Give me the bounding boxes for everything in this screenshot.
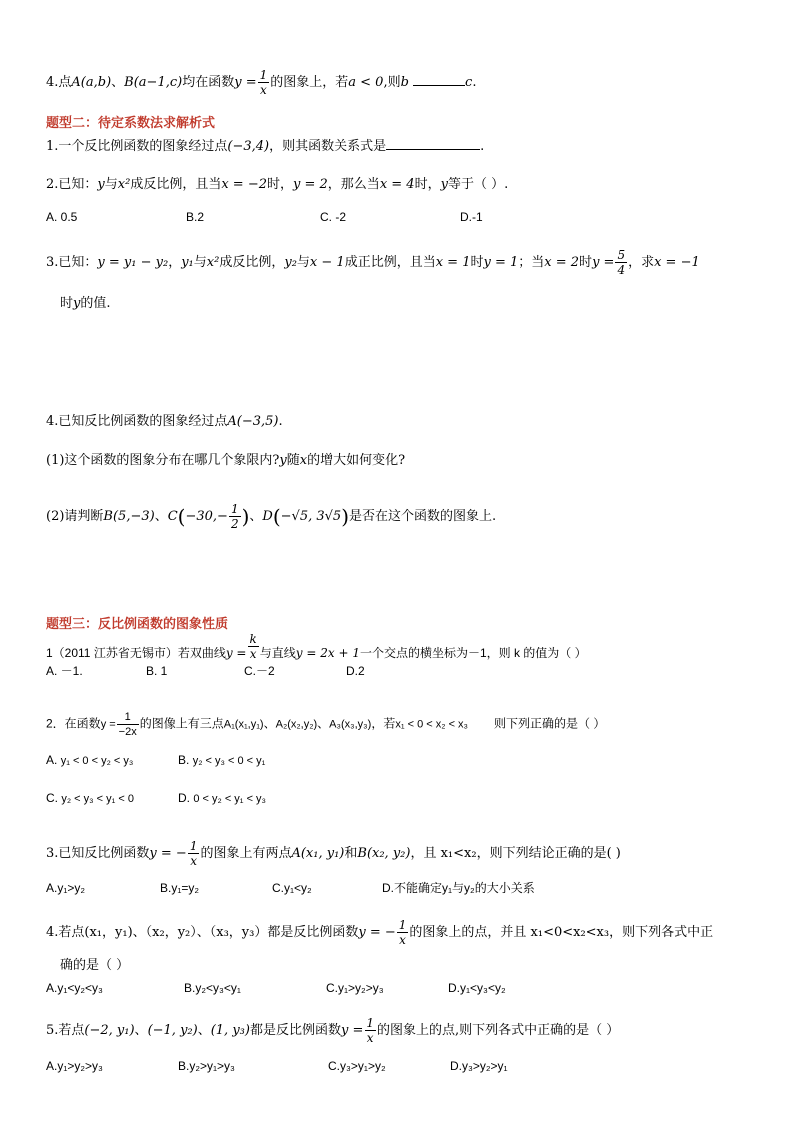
fraction-1-over-2 bbox=[229, 502, 241, 531]
point-a: A(−3,5) bbox=[227, 414, 279, 429]
s2q2-e: ，那么当 bbox=[327, 177, 380, 192]
s3q5-c: 的图象上的点,则下列各式中正确的是（ ） bbox=[377, 1023, 620, 1038]
point-c-coords: −30,− bbox=[185, 509, 228, 524]
frac-num: 1 bbox=[366, 1016, 374, 1030]
frac-den: 2 bbox=[230, 517, 239, 531]
s3q1-a: 1（2011 江苏省无锡市）若双曲线 bbox=[46, 646, 226, 660]
s3q2-option-c[interactable] bbox=[46, 790, 134, 807]
s2q2-option-c[interactable]: C. -2 bbox=[320, 210, 347, 224]
s3q1-option-d[interactable]: D.2 bbox=[346, 664, 365, 678]
q4-prev-line bbox=[46, 68, 476, 97]
q4-prev-tail2: ,则 bbox=[383, 75, 401, 90]
s3q4-option-a[interactable]: A.y₁<y₂<y₃ bbox=[46, 981, 103, 995]
point-3: (1, y₃) bbox=[210, 1023, 250, 1038]
section3-title: 题型三：反比例函数的图象性质 bbox=[46, 616, 229, 631]
period: . bbox=[480, 139, 485, 154]
eq-y: y = − bbox=[149, 846, 187, 861]
frac-den: x bbox=[260, 83, 267, 97]
fraction-1-over-x bbox=[397, 918, 409, 947]
cond-x: x = −2 bbox=[221, 177, 267, 192]
frac-den: x bbox=[190, 854, 198, 868]
point-2: (−1, y₂) bbox=[147, 1023, 198, 1038]
point-a: A(a,b) bbox=[71, 75, 112, 90]
condition: x₁ < 0 < x₂ < x₃ bbox=[395, 718, 469, 731]
frac-den: x bbox=[366, 1031, 374, 1045]
opt-text: y₂ < y₃ < 0 < y₁ bbox=[192, 755, 266, 767]
s2q1-tail: ，则其函数关系式是 bbox=[269, 139, 387, 154]
s2q3-d: 成反比例， bbox=[219, 255, 285, 270]
cond-y: y = 2 bbox=[293, 177, 328, 192]
s2q3-h: ；当 bbox=[518, 255, 545, 270]
var-y: y bbox=[73, 296, 81, 311]
separator: 、 bbox=[134, 1023, 148, 1038]
s2q2-g: 等于（ ）. bbox=[447, 177, 509, 192]
x-minus-1: x − 1 bbox=[309, 255, 345, 270]
var-c: c bbox=[465, 75, 473, 90]
s2q3-f: 成正比例，且当 bbox=[344, 255, 436, 270]
frac-num: 5 bbox=[617, 248, 626, 262]
s3q1-c: 一个交点的横坐标为－1，则 k 的值为（ ） bbox=[359, 646, 587, 660]
eq-y: y = bbox=[225, 646, 247, 660]
cond-3: x = 2 bbox=[544, 255, 580, 270]
fraction-1-over-x bbox=[364, 1016, 376, 1045]
frac-den: x bbox=[399, 933, 406, 947]
s3q1-b: 与直线 bbox=[259, 646, 296, 660]
s3q1-option-b[interactable]: B. 1 bbox=[146, 664, 168, 678]
s2-question-2 bbox=[46, 177, 508, 193]
s3q3-d: ，且 x₁<x₂，则下列结论正确的是( ) bbox=[410, 846, 621, 861]
s2q2-c: 成反比例，且当 bbox=[130, 177, 222, 192]
frac-num: 1 bbox=[259, 68, 268, 82]
answer-blank[interactable] bbox=[386, 149, 480, 150]
s3q5-option-a[interactable]: A.y₁>y₂>y₃ bbox=[46, 1059, 103, 1073]
eq-y: y = bbox=[340, 1023, 364, 1038]
s2q2-option-d[interactable]: D.-1 bbox=[460, 210, 483, 224]
paren-close: ) bbox=[341, 504, 350, 529]
frac-num: 1 bbox=[189, 839, 198, 853]
s3q2-c: ，若 bbox=[371, 716, 396, 731]
s3-question-5 bbox=[46, 1016, 619, 1045]
s3q5-option-d[interactable]: D.y₃>y₂>y₁ bbox=[450, 1059, 508, 1073]
s3q4-a: 4.若点(x₁，y₁)、（x₂，y₂）、（x₃，y₃）都是反比例函数 bbox=[46, 925, 359, 940]
var-y: y bbox=[97, 177, 105, 192]
frac-den: x bbox=[249, 647, 257, 661]
s3q3-option-c[interactable]: C.y₁<y₂ bbox=[272, 881, 312, 895]
s2q2-option-a[interactable]: A. 0.5 bbox=[46, 210, 78, 224]
s3-question-4 bbox=[46, 918, 713, 947]
s3q2-d: 则下列正确的是（ ） bbox=[494, 716, 606, 731]
s3-question-1 bbox=[46, 632, 587, 661]
point-a1: A₁(x₁,y₁) bbox=[223, 718, 264, 731]
q4-prev-mid: 均在函数 bbox=[182, 75, 235, 90]
opt-text: y₁ < 0 < y₂ < y₃ bbox=[60, 755, 134, 767]
point-a3: A₃(x₃,y₃) bbox=[329, 718, 372, 731]
s3q5-b: 都是反比例函数 bbox=[249, 1023, 341, 1038]
var-y: y bbox=[279, 453, 287, 468]
s3q2-option-b[interactable] bbox=[178, 752, 265, 769]
frac-num: 1 bbox=[124, 711, 131, 723]
s2-question-4 bbox=[46, 414, 283, 430]
s3q5-option-b[interactable]: B.y₂>y₁>y₃ bbox=[178, 1059, 235, 1073]
period: . bbox=[278, 414, 283, 429]
s3q4-b: 的图象上的点，并且 x₁<0<x₂<x₃，则下列各式中正 bbox=[409, 925, 714, 940]
s2q3-e: 与 bbox=[296, 255, 310, 270]
comma: ， bbox=[168, 255, 182, 270]
s3q3-c: 和 bbox=[344, 846, 358, 861]
var-y2: y₂ bbox=[284, 255, 297, 270]
q4-prev-tail1: 的图象上，若 bbox=[270, 75, 349, 90]
fraction-k-over-x bbox=[247, 632, 258, 661]
s2-question-1 bbox=[46, 139, 484, 155]
s3q1-option-a[interactable]: A. －1. bbox=[46, 664, 83, 678]
opt-letter: D. bbox=[178, 791, 190, 805]
point-c-label: C bbox=[167, 509, 178, 524]
frac-num: 1 bbox=[398, 918, 407, 932]
point-1: (−2, y₁) bbox=[84, 1023, 135, 1038]
s2q3-j: ，求 bbox=[628, 255, 655, 270]
separator: 、 bbox=[317, 716, 330, 731]
separator: 、 bbox=[197, 1023, 211, 1038]
opt-text: y₂ < y₃ < y₁ < 0 bbox=[61, 793, 135, 805]
frac-num: 1 bbox=[230, 502, 239, 516]
point-d-coords: −√5, 3√5 bbox=[280, 509, 342, 524]
s3q2-option-a[interactable] bbox=[46, 752, 133, 769]
opt-letter: C. bbox=[46, 791, 58, 805]
s2q1-text: 1.一个反比例函数的图象经过点 bbox=[46, 139, 228, 154]
s2q2-f: 时， bbox=[414, 177, 441, 192]
point-a: A(x₁, y₁) bbox=[291, 846, 345, 861]
s2q1-point: (−3,4) bbox=[227, 139, 270, 154]
line-eq: y = 2x + 1 bbox=[295, 646, 360, 660]
q4-prev-lead: 4.点 bbox=[46, 75, 72, 90]
cond-2: y = 1 bbox=[483, 255, 519, 270]
s2-question-3 bbox=[46, 248, 700, 277]
s3q4-option-b[interactable]: B.y₂<y₃<y₁ bbox=[184, 981, 241, 995]
s2q4-sub1-a: (1)这个函数的图象分布在哪几个象限内? bbox=[46, 453, 280, 468]
s2q3-a: 3.已知： bbox=[46, 255, 98, 270]
paren-close: ) bbox=[241, 504, 250, 529]
x-squared: x² bbox=[206, 255, 220, 270]
s3q2-option-d[interactable] bbox=[178, 790, 266, 807]
point-a2: A₂(x₂,y₂) bbox=[275, 718, 318, 731]
s3q2-a: 2．在函数 bbox=[46, 716, 101, 731]
s3-question-2 bbox=[46, 710, 605, 739]
period: . bbox=[472, 75, 477, 90]
point-b: B(a−1,c) bbox=[124, 75, 183, 90]
frac-den: −2x bbox=[118, 726, 137, 738]
s3q5-option-c[interactable]: C.y₃>y₁>y₂ bbox=[328, 1059, 386, 1073]
frac-num: k bbox=[249, 632, 257, 646]
s2q2-b: 与 bbox=[104, 177, 118, 192]
s2q4-sub2-b: 是否在这个函数的图象上. bbox=[349, 509, 497, 524]
separator: 、 bbox=[111, 75, 125, 90]
s2q4-sub1 bbox=[46, 453, 405, 469]
s3q3-a: 3.已知反比例函数 bbox=[46, 846, 150, 861]
cond-x2: x = 4 bbox=[379, 177, 415, 192]
cond-4: y = bbox=[592, 255, 615, 270]
eq-y: y = − bbox=[358, 925, 396, 940]
point-d-label: D bbox=[262, 509, 273, 524]
opt-text: 0 < y₂ < y₁ < y₃ bbox=[193, 793, 267, 805]
frac-den: 4 bbox=[617, 263, 626, 277]
equation-y: y = bbox=[234, 75, 257, 90]
var-y2: y bbox=[440, 177, 448, 192]
cond-5: x = −1 bbox=[654, 255, 700, 270]
var-b: b bbox=[400, 75, 409, 90]
s3q4-option-d[interactable]: D.y₁<y₃<y₂ bbox=[448, 981, 506, 995]
fraction-1-over-x bbox=[258, 68, 270, 97]
x-squared: x² bbox=[117, 177, 131, 192]
s2q4-sub2-a: (2)请判断 bbox=[46, 509, 104, 524]
s3-question-4-line2: 确的是（ ） bbox=[60, 958, 130, 973]
fraction-5-over-4 bbox=[615, 248, 627, 277]
s2q2-option-b[interactable]: B.2 bbox=[186, 210, 205, 224]
var-x: x bbox=[299, 453, 308, 468]
s3q2-b: 的图像上有三点 bbox=[139, 716, 224, 731]
eq-y: y = bbox=[100, 718, 116, 731]
point-b: B(5,−3) bbox=[103, 509, 155, 524]
s2q3-g: 时 bbox=[470, 255, 484, 270]
s2q2-d: 时， bbox=[267, 177, 294, 192]
s3q5-a: 5.若点 bbox=[46, 1023, 85, 1038]
var-y1: y₁ bbox=[181, 255, 194, 270]
s3q4-option-c[interactable]: C.y₁>y₂>y₃ bbox=[326, 981, 384, 995]
fraction-1-over-x bbox=[188, 839, 200, 868]
s2q3-i: 时 bbox=[579, 255, 593, 270]
s3q3-option-d[interactable]: D.不能确定y₁与y₂的大小关系 bbox=[382, 881, 535, 895]
s3q3-option-b[interactable]: B.y₁=y₂ bbox=[160, 881, 200, 895]
eq-y: y = y₁ − y₂ bbox=[97, 255, 169, 270]
s3q1-option-c[interactable]: C.－2 bbox=[244, 664, 275, 678]
separator: 、 bbox=[154, 509, 168, 524]
opt-letter: A. bbox=[46, 753, 58, 767]
s3-question-3 bbox=[46, 839, 621, 868]
s3q3-b: 的图象上有两点 bbox=[200, 846, 292, 861]
separator: 、 bbox=[263, 716, 276, 731]
s2q3-c: 与 bbox=[193, 255, 207, 270]
section2-title: 题型二：待定系数法求解析式 bbox=[46, 115, 216, 130]
cond-1: x = 1 bbox=[435, 255, 471, 270]
condition: a < 0 bbox=[348, 75, 384, 90]
opt-letter: B. bbox=[178, 753, 190, 767]
s2q2-a: 2.已知： bbox=[46, 177, 98, 192]
s2-question-3-line2 bbox=[60, 296, 111, 312]
paren-open: ( bbox=[272, 504, 281, 529]
s2q4-text: 4.已知反比例函数的图象经过点 bbox=[46, 414, 228, 429]
paren-open: ( bbox=[177, 504, 186, 529]
s2q4-sub1-c: 的增大如何变化? bbox=[307, 453, 406, 468]
point-b: B(x₂, y₂) bbox=[357, 846, 411, 861]
s2q4-sub1-b: 随 bbox=[286, 453, 300, 468]
s2q4-sub2 bbox=[46, 502, 496, 531]
separator: 、 bbox=[249, 509, 263, 524]
answer-blank[interactable] bbox=[413, 85, 465, 86]
s2q3-l2a: 时 bbox=[60, 296, 74, 311]
s2q3-l2b: 的值. bbox=[80, 296, 111, 311]
s3q3-option-a[interactable]: A.y₁>y₂ bbox=[46, 881, 86, 895]
fraction-1-over-neg2x bbox=[117, 710, 139, 739]
